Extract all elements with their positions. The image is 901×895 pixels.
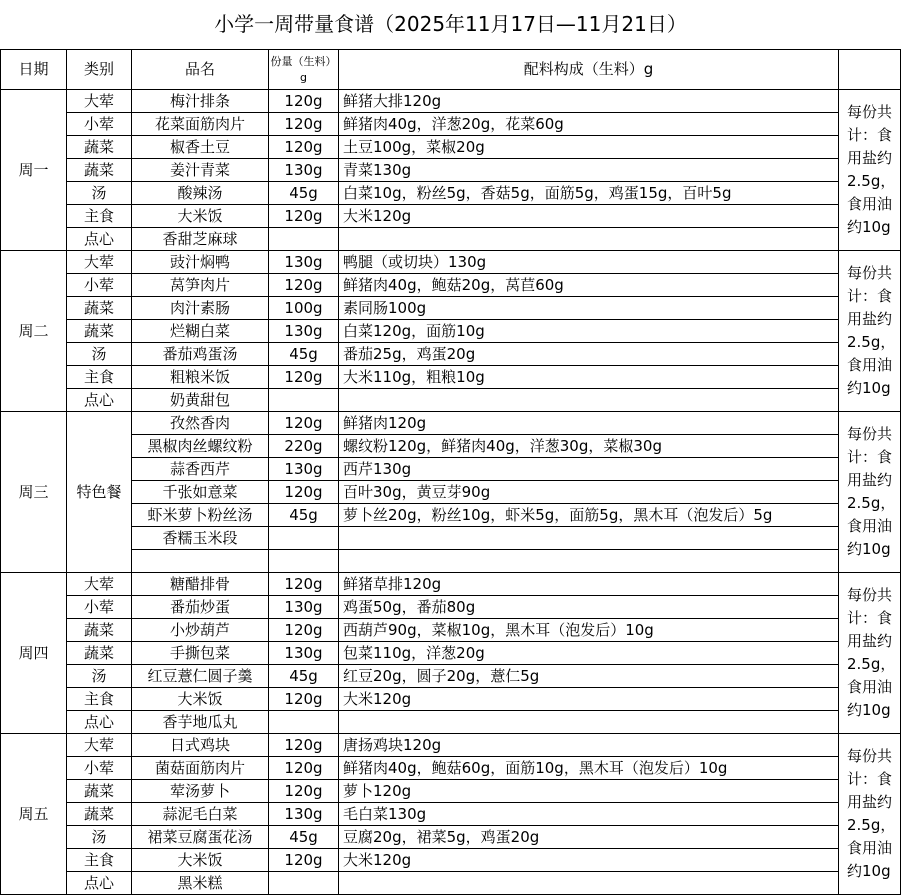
day-cell: 周三 (1, 412, 67, 573)
ingredients-cell: 鲜猪肉40g，鲍菇60g，面筋10g，黑木耳（泡发后）10g (339, 757, 839, 780)
portion-cell: 130g (269, 320, 339, 343)
ingredients-cell (339, 872, 839, 895)
category-cell: 点心 (67, 872, 132, 895)
menu-row (1, 481, 901, 504)
portion-cell: 130g (269, 803, 339, 826)
category-cell: 主食 (67, 366, 132, 389)
ingredients-cell: 白菜10g，粉丝5g，香菇5g，面筋5g，鸡蛋15g，百叶5g (339, 182, 839, 205)
portion-cell: 130g (269, 159, 339, 182)
dish-cell: 大米饭 (132, 849, 269, 872)
ingredients-cell: 大米110g，粗粮10g (339, 366, 839, 389)
dish-cell: 裙菜豆腐蛋花汤 (132, 826, 269, 849)
ingredients-cell: 西芹130g (339, 458, 839, 481)
dish-cell: 小炒葫芦 (132, 619, 269, 642)
portion-cell: 130g (269, 596, 339, 619)
ingredients-cell: 鲜猪大排120g (339, 90, 839, 113)
menu-row (1, 297, 901, 320)
dish-cell: 大米饭 (132, 205, 269, 228)
ingredients-cell: 鸭腿（或切块）130g (339, 251, 839, 274)
menu-row (1, 90, 901, 113)
ingredients-cell: 萝卜120g (339, 780, 839, 803)
day-cell: 周四 (1, 573, 67, 734)
menu-row (1, 182, 901, 205)
ingredients-cell (339, 527, 839, 550)
category-cell: 蔬菜 (67, 320, 132, 343)
category-cell: 大荤 (67, 573, 132, 596)
dish-cell: 椒香土豆 (132, 136, 269, 159)
header-ingredients: 配料构成（生料）g (339, 50, 839, 90)
portion-cell: 120g (269, 780, 339, 803)
ingredients-cell: 红豆20g，圆子20g，薏仁5g (339, 665, 839, 688)
ingredients-cell: 唐扬鸡块120g (339, 734, 839, 757)
nutrition-note: 每份共计：食用盐约2.5g，食用油约10g (839, 573, 901, 734)
ingredients-cell: 鲜猪肉40g，鲍菇20g，莴苣60g (339, 274, 839, 297)
category-cell: 主食 (67, 849, 132, 872)
dish-cell: 手撕包菜 (132, 642, 269, 665)
portion-cell: 130g (269, 458, 339, 481)
menu-row (1, 136, 901, 159)
category-cell: 蔬菜 (67, 803, 132, 826)
header-portion: 份量（生料）g (269, 50, 339, 90)
category-cell: 主食 (67, 688, 132, 711)
portion-cell: 120g (269, 619, 339, 642)
category-cell: 小荤 (67, 113, 132, 136)
dish-cell: 千张如意菜 (132, 481, 269, 504)
menu-row (1, 849, 901, 872)
dish-cell: 香甜芝麻球 (132, 228, 269, 251)
dish-cell (132, 550, 269, 573)
dish-cell: 肉汁素肠 (132, 297, 269, 320)
header-category: 类别 (67, 50, 132, 90)
category-cell: 汤 (67, 826, 132, 849)
menu-row (1, 228, 901, 251)
header-note-blank (839, 50, 901, 90)
dish-cell: 红豆薏仁圆子羹 (132, 665, 269, 688)
category-cell: 点心 (67, 711, 132, 734)
category-cell: 大荤 (67, 251, 132, 274)
day-cell: 周二 (1, 251, 67, 412)
ingredients-cell: 萝卜丝20g，粉丝10g，虾米5g，面筋5g，黑木耳（泡发后）5g (339, 504, 839, 527)
nutrition-note: 每份共计：食用盐约2.5g，食用油约10g (839, 734, 901, 895)
nutrition-note: 每份共计：食用盐约2.5g，食用油约10g (839, 251, 901, 412)
dish-cell: 番茄鸡蛋汤 (132, 343, 269, 366)
menu-row (1, 389, 901, 412)
category-cell: 蔬菜 (67, 136, 132, 159)
portion-cell (269, 872, 339, 895)
portion-cell: 45g (269, 665, 339, 688)
ingredients-cell: 鲜猪肉40g，洋葱20g，花菜60g (339, 113, 839, 136)
portion-cell (269, 711, 339, 734)
header-row (1, 50, 901, 90)
dish-cell: 孜然香肉 (132, 412, 269, 435)
menu-row (1, 343, 901, 366)
ingredients-cell: 鸡蛋50g，番茄80g (339, 596, 839, 619)
portion-cell: 130g (269, 642, 339, 665)
dish-cell: 黑米糕 (132, 872, 269, 895)
portion-cell (269, 228, 339, 251)
portion-cell: 120g (269, 412, 339, 435)
dish-cell: 香芋地瓜丸 (132, 711, 269, 734)
menu-row (1, 550, 901, 573)
ingredients-cell: 鲜猪草排120g (339, 573, 839, 596)
day-cell: 周五 (1, 734, 67, 895)
menu-row (1, 573, 901, 596)
ingredients-cell: 西葫芦90g，菜椒10g，黑木耳（泡发后）10g (339, 619, 839, 642)
menu-row (1, 872, 901, 895)
menu-row (1, 665, 901, 688)
header-date: 日期 (1, 50, 67, 90)
nutrition-note: 每份共计：食用盐约2.5g，食用油约10g (839, 412, 901, 573)
portion-cell: 120g (269, 688, 339, 711)
dish-cell: 虾米萝卜粉丝汤 (132, 504, 269, 527)
header-dish: 品名 (132, 50, 269, 90)
dish-cell: 豉汁焖鸭 (132, 251, 269, 274)
ingredients-cell: 毛白菜130g (339, 803, 839, 826)
ingredients-cell: 包菜110g，洋葱20g (339, 642, 839, 665)
menu-row (1, 251, 901, 274)
ingredients-cell: 白菜120g，面筋10g (339, 320, 839, 343)
category-cell: 小荤 (67, 596, 132, 619)
category-cell: 小荤 (67, 274, 132, 297)
portion-cell: 100g (269, 297, 339, 320)
menu-row (1, 527, 901, 550)
dish-cell: 烂糊白菜 (132, 320, 269, 343)
dish-cell: 番茄炒蛋 (132, 596, 269, 619)
portion-cell: 120g (269, 274, 339, 297)
dish-cell: 花菜面筋肉片 (132, 113, 269, 136)
day-cell: 周一 (1, 90, 67, 251)
menu-row (1, 320, 901, 343)
ingredients-cell (339, 228, 839, 251)
portion-cell (269, 527, 339, 550)
category-cell: 主食 (67, 205, 132, 228)
category-cell: 点心 (67, 228, 132, 251)
dish-cell: 黑椒肉丝螺纹粉 (132, 435, 269, 458)
portion-cell (269, 550, 339, 573)
portion-cell: 120g (269, 757, 339, 780)
portion-cell: 45g (269, 504, 339, 527)
menu-row (1, 458, 901, 481)
portion-cell: 120g (269, 113, 339, 136)
portion-cell: 120g (269, 849, 339, 872)
portion-cell: 120g (269, 481, 339, 504)
menu-row (1, 113, 901, 136)
menu-row (1, 757, 901, 780)
category-cell: 大荤 (67, 90, 132, 113)
ingredients-cell: 大米120g (339, 849, 839, 872)
menu-row (1, 205, 901, 228)
menu-row (1, 619, 901, 642)
dish-cell: 姜汁青菜 (132, 159, 269, 182)
menu-row (1, 803, 901, 826)
portion-cell: 120g (269, 734, 339, 757)
category-cell: 大荤 (67, 734, 132, 757)
portion-cell: 120g (269, 205, 339, 228)
menu-row (1, 711, 901, 734)
portion-cell: 45g (269, 182, 339, 205)
ingredients-cell: 青菜130g (339, 159, 839, 182)
dish-cell: 莴笋肉片 (132, 274, 269, 297)
category-cell: 汤 (67, 182, 132, 205)
dish-cell: 荤汤萝卜 (132, 780, 269, 803)
menu-row (1, 642, 901, 665)
portion-cell: 120g (269, 366, 339, 389)
dish-cell: 大米饭 (132, 688, 269, 711)
ingredients-cell: 大米120g (339, 205, 839, 228)
menu-row (1, 274, 901, 297)
category-cell: 蔬菜 (67, 780, 132, 803)
category-cell: 蔬菜 (67, 159, 132, 182)
menu-row (1, 366, 901, 389)
menu-row (1, 688, 901, 711)
menu-table (0, 49, 901, 895)
ingredients-cell: 大米120g (339, 688, 839, 711)
menu-row (1, 504, 901, 527)
category-cell: 蔬菜 (67, 642, 132, 665)
ingredients-cell (339, 550, 839, 573)
dish-cell: 日式鸡块 (132, 734, 269, 757)
dish-cell: 梅汁排条 (132, 90, 269, 113)
category-cell: 汤 (67, 665, 132, 688)
portion-cell: 45g (269, 343, 339, 366)
portion-cell: 120g (269, 90, 339, 113)
ingredients-cell: 鲜猪肉120g (339, 412, 839, 435)
nutrition-note: 每份共计：食用盐约2.5g，食用油约10g (839, 90, 901, 251)
dish-cell: 香糯玉米段 (132, 527, 269, 550)
ingredients-cell (339, 711, 839, 734)
ingredients-cell: 百叶30g，黄豆芽90g (339, 481, 839, 504)
menu-row (1, 596, 901, 619)
ingredients-cell (339, 389, 839, 412)
dish-cell: 蒜泥毛白菜 (132, 803, 269, 826)
menu-row (1, 159, 901, 182)
dish-cell: 酸辣汤 (132, 182, 269, 205)
ingredients-cell: 素同肠100g (339, 297, 839, 320)
ingredients-cell: 番茄25g，鸡蛋20g (339, 343, 839, 366)
dish-cell: 菌菇面筋肉片 (132, 757, 269, 780)
portion-cell: 45g (269, 826, 339, 849)
category-cell: 汤 (67, 343, 132, 366)
dish-cell: 蒜香西芹 (132, 458, 269, 481)
ingredients-cell: 豆腐20g，裙菜5g，鸡蛋20g (339, 826, 839, 849)
menu-row (1, 780, 901, 803)
portion-cell (269, 389, 339, 412)
menu-body (1, 90, 901, 895)
menu-row (1, 826, 901, 849)
menu-row (1, 412, 901, 435)
portion-cell: 220g (269, 435, 339, 458)
category-cell: 点心 (67, 389, 132, 412)
ingredients-cell: 螺纹粉120g，鲜猪肉40g，洋葱30g，菜椒30g (339, 435, 839, 458)
menu-row (1, 435, 901, 458)
portion-cell: 130g (269, 251, 339, 274)
category-cell: 蔬菜 (67, 619, 132, 642)
portion-cell: 120g (269, 573, 339, 596)
category-cell: 蔬菜 (67, 297, 132, 320)
menu-row (1, 734, 901, 757)
special-category-cell: 特色餐 (67, 412, 132, 573)
dish-cell: 粗粮米饭 (132, 366, 269, 389)
dish-cell: 奶黄甜包 (132, 389, 269, 412)
category-cell: 小荤 (67, 757, 132, 780)
ingredients-cell: 土豆100g，菜椒20g (339, 136, 839, 159)
menu-title: 小学一周带量食谱（2025年11月17日—11月21日） (214, 12, 687, 36)
portion-cell: 120g (269, 136, 339, 159)
dish-cell: 糖醋排骨 (132, 573, 269, 596)
